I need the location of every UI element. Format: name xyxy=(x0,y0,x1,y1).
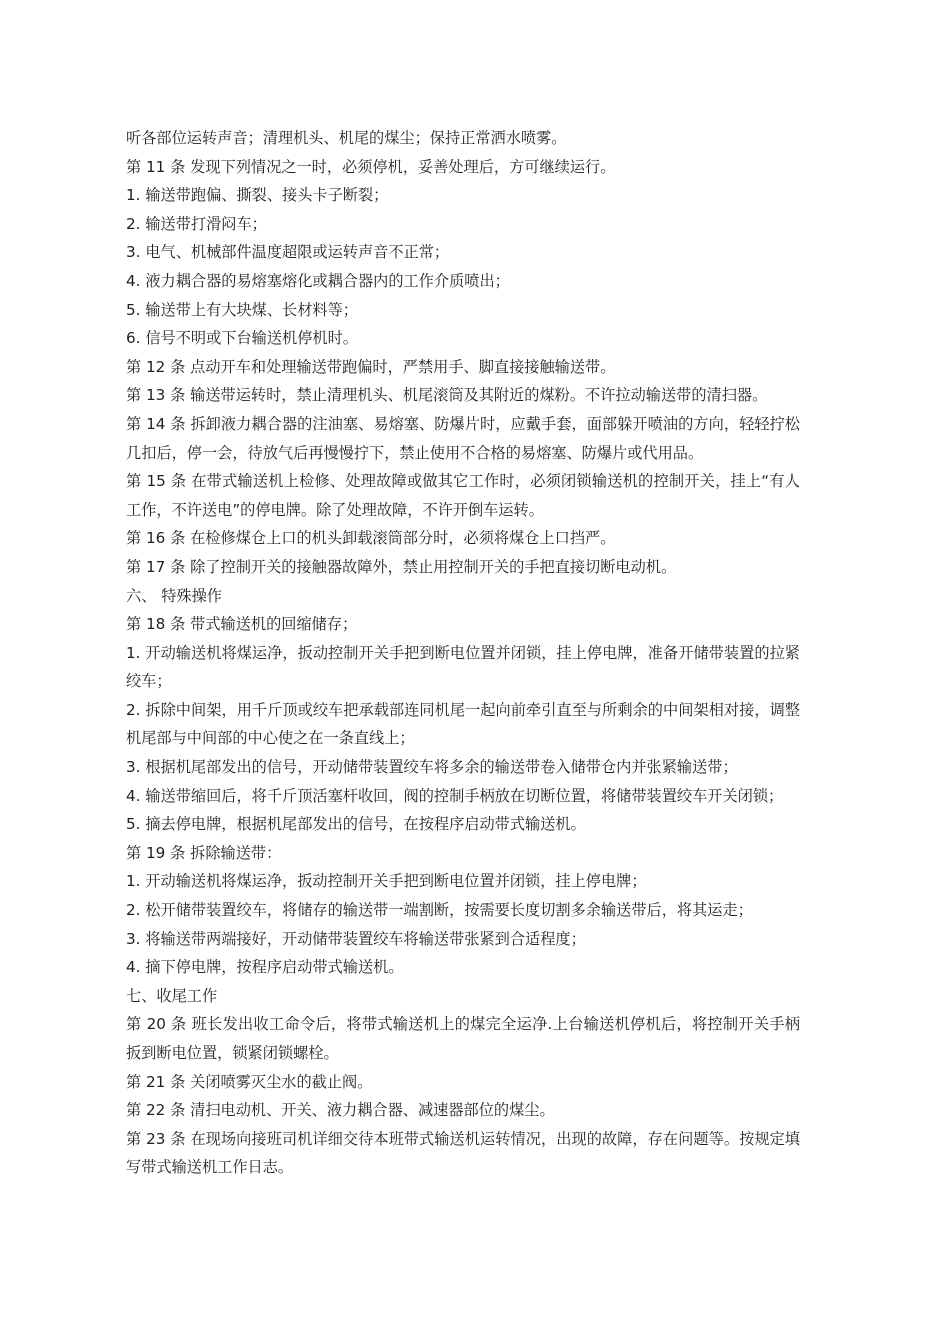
paragraph: 第 19 条 拆除输送带： xyxy=(126,843,282,862)
paragraph: 1. 输送带跑偏、撕裂、接头卡子断裂； xyxy=(126,186,389,205)
paragraph: 6. 信号不明或下台输送机停机时。 xyxy=(126,329,358,348)
paragraph: 1. 开动输送机将煤运净，扳动控制开关手把到断电位置并闭锁，挂上停电牌，准备开储带装置的拉紧绞车； xyxy=(126,643,800,691)
section-heading: 六、 特殊操作 xyxy=(126,586,222,605)
paragraph: 4. 摘下停电牌，按程序启动带式输送机。 xyxy=(126,958,404,977)
paragraph: 3. 将输送带两端接好，开动储带装置绞车将输送带张紧到合适程度； xyxy=(126,929,586,948)
paragraph: 5. 输送带上有大块煤、长材料等； xyxy=(126,300,358,319)
paragraph: 第 15 条 在带式输送机上检修、处理故障或做其它工作时，必须闭锁输送机的控制开关，挂上“有人工作，不许送电”的停电牌。除了处理故障，不许开倒车运转。 xyxy=(126,472,800,519)
paragraph: 第 16 条 在检修煤仓上口的机头卸载滚筒部分时，必须将煤仓上口挡严。 xyxy=(126,529,616,548)
paragraph: 5. 摘去停电牌，根据机尾部发出的信号，在按程序启动带式输送机。 xyxy=(126,815,586,834)
paragraph: 第 11 条 发现下列情况之一时，必须停机，妥善处理后，方可继续运行。 xyxy=(126,157,616,176)
paragraph: 第 13 条 输送带运转时，禁止清理机头、机尾滚筒及其附近的煤粉。不许拉动输送带的清扫器。 xyxy=(126,386,768,405)
paragraph: 4. 液力耦合器的易熔塞熔化或耦合器内的工作介质喷出； xyxy=(126,271,510,290)
paragraph: 第 22 条 清扫电动机、开关、液力耦合器、减速器部位的煤尘。 xyxy=(126,1101,555,1120)
paragraph: 第 17 条 除了控制开关的接触器故障外，禁止用控制开关的手把直接切断电动机。 xyxy=(126,557,677,576)
paragraph: 2. 拆除中间架，用千斤顶或绞车把承载部连同机尾一起向前牵引直至与所剩余的中间架相对接，调整机尾部与中间部的中心使之在一条直线上； xyxy=(126,700,800,748)
paragraph: 2. 松开储带装置绞车，将储存的输送带一端割断，按需要长度切割多余输送带后，将其运走； xyxy=(126,901,753,920)
paragraph: 第 21 条 关闭喷雾灭尘水的截止阀。 xyxy=(126,1072,373,1091)
paragraph: 第 18 条 带式输送机的回缩储存； xyxy=(126,615,358,634)
paragraph: 第 20 条 班长发出收工命令后，将带式输送机上的煤完全运净.上台输送机停机后，将控制开关手柄扳到断电位置，锁紧闭锁螺栓。 xyxy=(126,1015,800,1062)
paragraph: 第 14 条 拆卸液力耦合器的注油塞、易熔塞、防爆片时，应戴手套，面部躲开喷油的方向，轻轻拧松几扣后，停一会，待放气后再慢慢拧下，禁止使用不合格的易熔塞、防爆片或代用品。 xyxy=(126,414,800,462)
section-heading: 七、收尾工作 xyxy=(126,986,218,1005)
paragraph: 4. 输送带缩回后，将千斤顶活塞杆收回，阀的控制手柄放在切断位置，将储带装置绞车开关闭锁； xyxy=(126,786,784,805)
paragraph: 第 23 条 在现场向接班司机详细交待本班带式输送机运转情况，出现的故障，存在问题等。按规定填写带式输送机工作日志。 xyxy=(126,1129,800,1177)
paragraph: 3. 电气、机械部件温度超限或运转声音不正常； xyxy=(126,243,450,262)
paragraph: 1. 开动输送机将煤运净，扳动控制开关手把到断电位置并闭锁，挂上停电牌； xyxy=(126,872,647,891)
paragraph: 2. 输送带打滑闷车； xyxy=(126,214,267,233)
paragraph: 听各部位运转声音；清理机头、机尾的煤尘；保持正常洒水喷雾。 xyxy=(126,129,567,147)
paragraph: 3. 根据机尾部发出的信号，开动储带装置绞车将多余的输送带卷入储带仓内并张紧输送带； xyxy=(126,758,738,777)
paragraph: 第 12 条 点动开车和处理输送带跑偏时，严禁用手、脚直接接触输送带。 xyxy=(126,357,616,376)
document-body xyxy=(126,124,800,1182)
